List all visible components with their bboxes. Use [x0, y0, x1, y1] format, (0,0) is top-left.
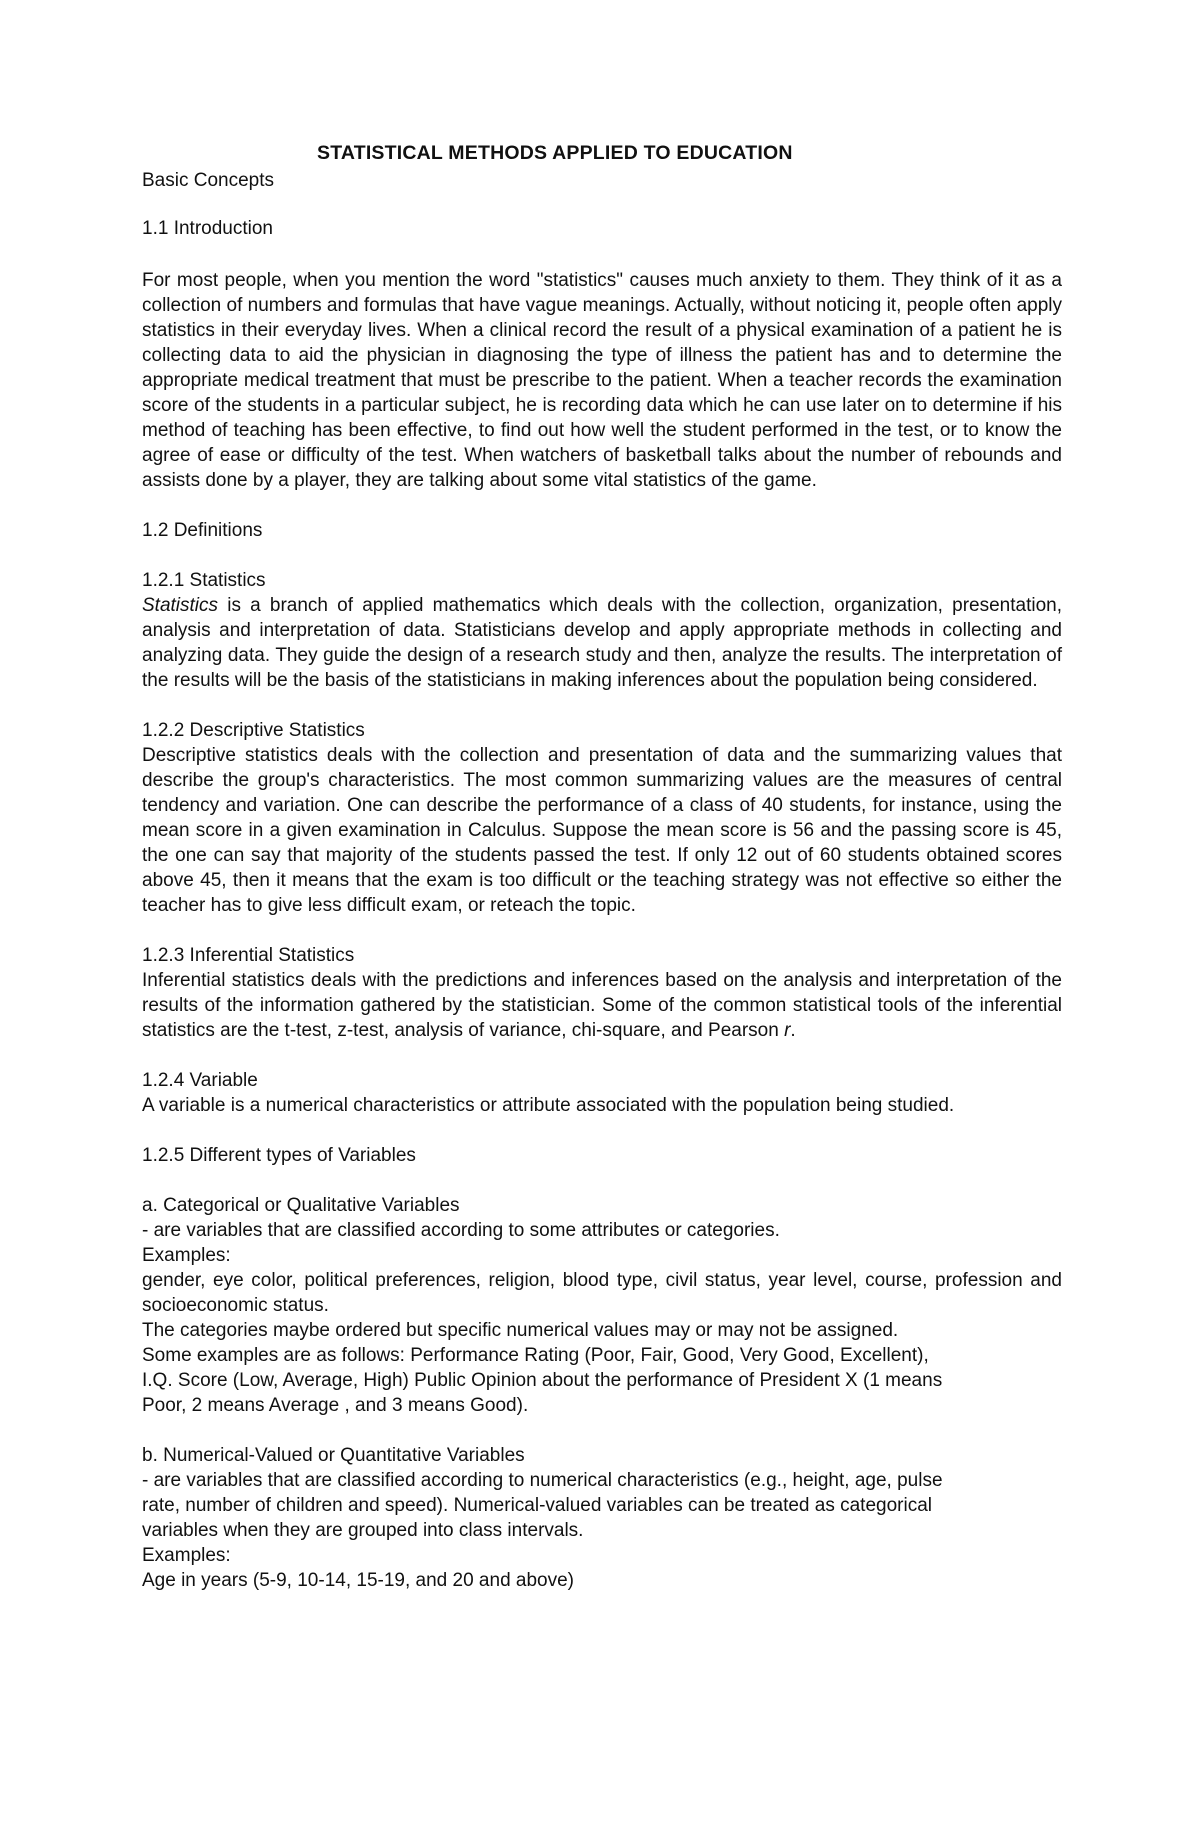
numerical-line-2: rate, number of children and speed). Numerical-valued variables can be treated as categorical [142, 1495, 932, 1516]
section-label-basic-concepts: Basic Concepts [142, 170, 275, 191]
categorical-definition: - are variables that are classified according to some attributes or categories. [142, 1220, 780, 1241]
categorical-line-1: The categories maybe ordered but specific numerical values may or may not be assigned. [142, 1320, 899, 1341]
numerical-examples-label: Examples: [142, 1545, 231, 1566]
numerical-line-1: - are variables that are classified according to numerical characteristics (e.g., height, age, pulse [142, 1470, 943, 1491]
categorical-examples-label: Examples: [142, 1245, 231, 1266]
paragraph-introduction: For most people, when you mention the word "statistics" causes much anxiety to them. They think of it as a collection of numbers and formulas that have vague meanings. Actually, without noticing it, people often apply statistics in their everyday lives. When a clinical record the result of a physical examination of a patient he is collecting data to aid the physician in diagnosing the type of illness the patient has and to determine the appropriate medical treatment that must be prescribe to the patient. When a teacher records the examination score of the students in a particular subject, he is recording data which he can use later on to determine if his method of teaching has been effective, to find out how well the student performed in the test, or to know the agree of ease or difficulty of the test. When watchers of basketball talks about the number of rebounds and assists done by a player, they are talking about some vital statistics of the game. [142, 270, 1062, 491]
document-title: STATISTICAL METHODS APPLIED TO EDUCATION [317, 142, 793, 164]
paragraph-variable: A variable is a numerical characteristics or attribute associated with the population being studied. [142, 1095, 955, 1116]
paragraph-statistics [142, 593, 1062, 693]
term-pearson-r: r [784, 1020, 791, 1041]
paragraph-inferential-text: Inferential statistics deals with the predictions and inferences based on the analysis and interpretation of the results of the information gathered by the statistician. Some of the common statistical tools of the inferential statistics are the t-test, z-test, analysis of variance, chi-square, and Pearson [142, 970, 1062, 1041]
categorical-examples: gender, eye color, political preferences, religion, blood type, civil status, year level, course, profession and socioeconomic status. [142, 1270, 1062, 1316]
categorical-line-4: Poor, 2 means Average , and 3 means Good). [142, 1395, 529, 1416]
term-statistics: Statistics [142, 595, 219, 616]
heading-variable: 1.2.4 Variable [142, 1070, 258, 1091]
heading-definitions: 1.2 Definitions [142, 520, 263, 541]
heading-descriptive-statistics: 1.2.2 Descriptive Statistics [142, 720, 365, 741]
heading-inferential-statistics: 1.2.3 Inferential Statistics [142, 945, 355, 966]
categorical-line-2: Some examples are as follows: Performance Rating (Poor, Fair, Good, Very Good, Excellent), [142, 1345, 929, 1366]
numerical-line-3: variables when they are grouped into class intervals. [142, 1520, 584, 1541]
numerical-examples: Age in years (5-9, 10-14, 15-19, and 20 and above) [142, 1570, 575, 1591]
heading-statistics: 1.2.1 Statistics [142, 570, 266, 591]
paragraph-inferential-end: . [790, 1020, 796, 1041]
heading-introduction: 1.1 Introduction [142, 218, 273, 239]
categorical-line-3: I.Q. Score (Low, Average, High) Public Opinion about the performance of President X (1 means [142, 1370, 943, 1391]
heading-categorical-variables: a. Categorical or Qualitative Variables [142, 1195, 460, 1216]
heading-numerical-variables: b. Numerical-Valued or Quantitative Variables [142, 1445, 525, 1466]
paragraph-inferential-statistics [142, 968, 1062, 1043]
document-body [142, 268, 1062, 1593]
paragraph-descriptive-statistics: Descriptive statistics deals with the collection and presentation of data and the summarizing values that describe the group's characteristics. The most common summarizing values are the measures of central tendency and variation. One can describe the performance of a class of 40 students, for instance, using the mean score in a given examination in Calculus. Suppose the mean score is 56 and the passing score is 45, the one can say that majority of the students passed the test. If only 12 out of 60 students obtained scores above 45, then it means that the exam is too difficult or the teaching strategy was not effective so either the teacher has to give less difficult exam, or reteach the topic. [142, 745, 1062, 916]
heading-types-of-variables: 1.2.5 Different types of Variables [142, 1145, 416, 1166]
paragraph-statistics-text: is a branch of applied mathematics which deals with the collection, organization, presentation, analysis and interpretation of data. Statisticians develop and apply appropriate methods in collecting and analyzing data. They guide the design of a research study and then, analyze the results. The interpretation of the results will be the basis of the statisticians in making inferences about the population being considered. [142, 595, 1062, 691]
